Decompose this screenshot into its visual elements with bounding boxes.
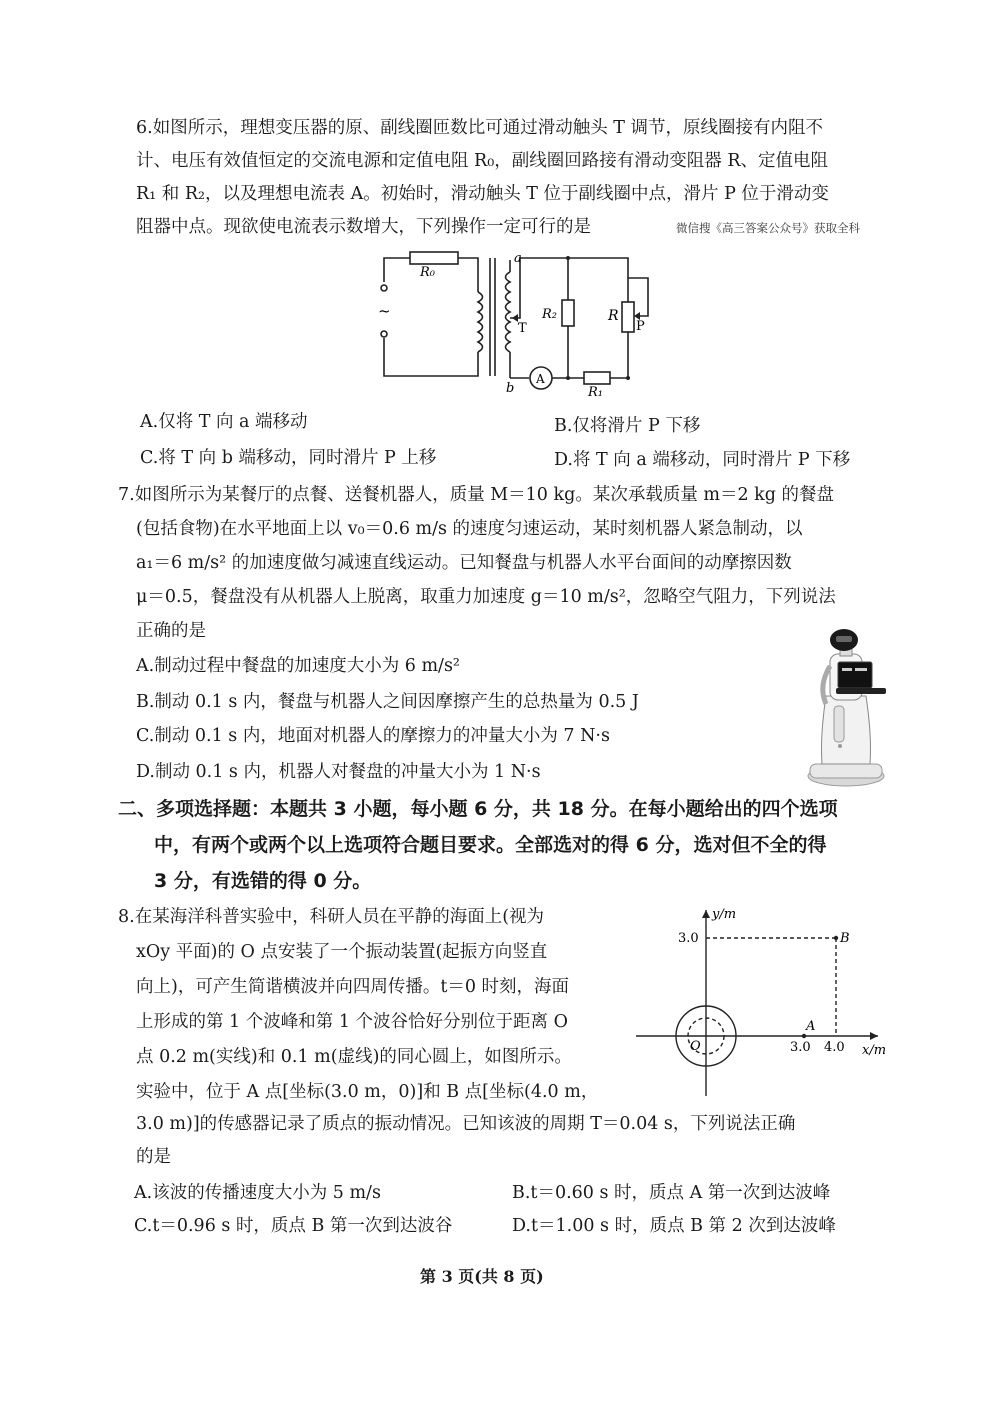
q6-line-4: 阻器中点。现欲使电流表示数增大，下列操作一定可行的是 — [136, 217, 591, 237]
q8-option-c: C.t＝0.96 s 时，质点 B 第一次到达波谷 — [134, 1216, 453, 1236]
q7-option-c: C.制动 0.1 s 内，地面对机器人的摩擦力的冲量大小为 7 N·s — [136, 726, 610, 746]
label-r1: R₁ — [588, 385, 603, 400]
rheostat-r — [622, 302, 634, 332]
q6-line-2: 计、电压有效值恒定的交流电源和定值电阻 R₀，副线圈回路接有滑动变阻器 R、定值电阻 — [136, 151, 828, 171]
q8-line-6: 实验中，位于 A 点[坐标(3.0 m，0)]和 B 点[坐标(4.0 m， — [136, 1082, 599, 1102]
q7-option-a: A.制动过程中餐盘的加速度大小为 6 m/s² — [136, 656, 460, 676]
y-axis-label: y/m — [712, 907, 737, 922]
q7-option-b: B.制动 0.1 s 内，餐盘与机器人之间因摩擦产生的总热量为 0.5 J — [136, 692, 639, 712]
x-axis-label: x/m — [862, 1043, 887, 1058]
section2-line-3: 3 分，有选错的得 0 分。 — [154, 870, 372, 892]
q8-option-d: D.t＝1.00 s 时，质点 B 第 2 次到达波峰 — [512, 1216, 836, 1236]
origin-label: O — [690, 1039, 701, 1054]
label-t: T — [518, 321, 527, 336]
q8-line-2: xOy 平面)的 O 点安装了一个振动装置(起振方向竖直 — [136, 942, 548, 962]
watermark-text: 微信搜《高三答案公众号》获取全科 — [676, 221, 860, 235]
page-footer: 第 3 页(共 8 页) — [420, 1267, 544, 1286]
q6-option-a: A.仅将 T 向 a 端移动 — [140, 412, 308, 432]
y-tick-label: 3.0 — [678, 931, 699, 946]
q8-line-3: 向上)，可产生简谐横波并向四周传播。t＝0 时刻，海面 — [136, 977, 570, 997]
label-ac: ~ — [378, 302, 391, 320]
q6-option-b: B.仅将滑片 P 下移 — [554, 416, 701, 436]
r1-resistor — [584, 372, 610, 384]
q7-line-3: a₁＝6 m/s² 的加速度做匀减速直线运动。已知餐盘与机器人水平台面间的动摩擦因数 — [136, 553, 792, 573]
label-a: a — [514, 251, 522, 266]
point-b-label: B — [840, 931, 850, 946]
q6-option-d: D.将 T 向 a 端移动，同时滑片 P 下移 — [554, 450, 851, 470]
label-r: R — [608, 308, 619, 324]
q8-line-7: 3.0 m)]的传感器记录了质点的振动情况。已知该波的周期 T＝0.04 s，下列说法正确 — [136, 1114, 796, 1134]
r2-resistor — [562, 300, 574, 326]
label-b: b — [506, 381, 515, 396]
secondary-coil — [506, 272, 511, 352]
q7-option-d: D.制动 0.1 s 内，机器人对餐盘的冲量大小为 1 N·s — [136, 762, 541, 782]
label-r2: R₂ — [542, 307, 557, 322]
section2-line-1: 二、多项选择题：本题共 3 小题，每小题 6 分，共 18 分。在每小题给出的四个选项 — [118, 798, 838, 820]
q7-line-1: 7.如图所示为某餐厅的点餐、送餐机器人，质量 M＝10 kg。某次承载质量 m＝2 kg 的餐盘 — [118, 485, 835, 505]
q8-line-8: 的是 — [136, 1147, 171, 1167]
label-ammeter: A — [536, 372, 545, 386]
q8-line-4: 上形成的第 1 个波峰和第 1 个波谷恰好分别位于距离 O — [136, 1012, 568, 1032]
x-tick-a-label: 3.0 — [790, 1040, 811, 1055]
robot-image — [800, 626, 888, 788]
label-p: P — [636, 319, 645, 334]
label-r0: R₀ — [420, 265, 435, 280]
r0-resistor — [410, 252, 458, 264]
point-a-label: A — [806, 1019, 816, 1034]
q7-line-4: μ＝0.5，餐盘没有从机器人上脱离，取重力加速度 g＝10 m/s²，忽略空气阻力，下列说法 — [136, 587, 836, 607]
transformer-circuit-diagram — [370, 248, 670, 400]
primary-coil — [478, 292, 483, 352]
point-a-marker — [802, 1034, 806, 1038]
q8-line-1: 8.在某海洋科普实验中，科研人员在平静的海面上(视为 — [118, 907, 545, 927]
q8-option-b: B.t＝0.60 s 时，质点 A 第一次到达波峰 — [512, 1183, 831, 1203]
section2-line-2: 中，有两个或两个以上选项符合题目要求。全部选对的得 6 分，选对但不全的得 — [154, 834, 827, 856]
q6-option-c: C.将 T 向 b 端移动，同时滑片 P 上移 — [140, 448, 437, 468]
x-tick-b-label: 4.0 — [824, 1040, 845, 1055]
q7-line-5: 正确的是 — [136, 621, 206, 641]
wave-coordinate-diagram — [630, 898, 892, 1098]
q6-line-1: 6.如图所示，理想变压器的原、副线圈匝数比可通过滑动触头 T 调节，原线圈接有内阻不 — [136, 118, 823, 138]
q8-option-a: A.该波的传播速度大小为 5 m/s — [134, 1183, 381, 1203]
q8-line-5: 点 0.2 m(实线)和 0.1 m(虚线)的同心圆上，如图所示。 — [136, 1047, 572, 1067]
point-b-marker — [834, 936, 838, 940]
q6-line-3: R₁ 和 R₂，以及理想电流表 A。初始时，滑动触头 T 位于副线圈中点，滑片 P 位于滑动变 — [136, 184, 829, 204]
q7-line-2: (包括食物)在水平地面上以 v₀＝0.6 m/s 的速度匀速运动，某时刻机器人紧急制动，以 — [136, 519, 803, 539]
